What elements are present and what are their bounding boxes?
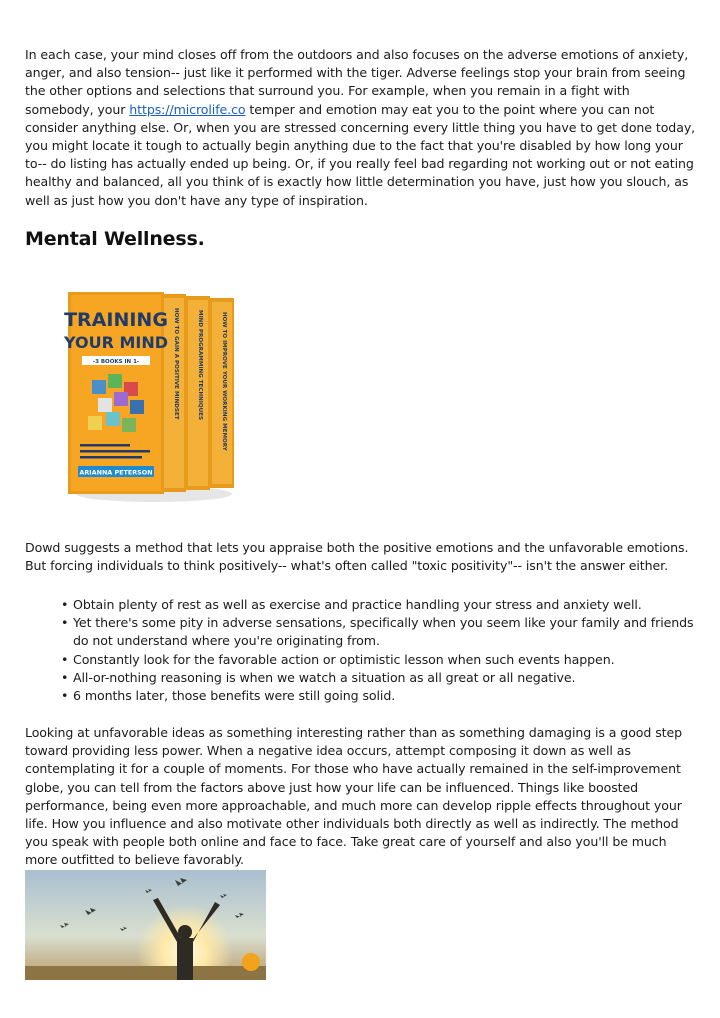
list-item	[25, 614, 697, 650]
list-item-text: Yet there's some pity in adverse sensations, specifically when you seem like your family and friends do not understand where you're originating from.	[73, 615, 694, 649]
intro-paragraph	[25, 46, 697, 210]
bullet-marker: •	[61, 615, 69, 631]
bullet-marker: •	[61, 688, 69, 704]
microlife-link[interactable]: https://microlife.co	[129, 101, 246, 117]
cover-title-line-1: TRAINING	[64, 309, 168, 331]
bullet-marker: •	[61, 651, 69, 667]
intro-text-after-link: temper and emotion may eat you to the point where you can not consider anything else. Or, when you are stressed concerning every little thing you have to get done today, you might locate it tough to actually begin anything due to the fact that you're disabled by how long your to-- do listing has actually ended up being. Or, if you really feel bad regarding not working out or not eating healthy and balanced, all you think of is exactly how little determination you have, just how you slouch, as well as just how you don't have any type of inspiration.	[25, 101, 696, 208]
spine-2-text: MIND PROGRAMMING TECHNIQUES	[197, 310, 203, 421]
person-arms-raised-photo	[25, 870, 266, 980]
list-item	[25, 596, 697, 614]
book-box-set-illustration	[62, 288, 242, 510]
list-item	[25, 669, 697, 687]
list-item	[25, 651, 697, 669]
sunset-birds-illustration	[25, 870, 266, 980]
cover-title-line-2: YOUR MIND	[63, 333, 169, 352]
badge-logo	[242, 953, 260, 971]
bullet-marker: •	[61, 597, 69, 612]
cover-subtitle: -3 BOOKS IN 1-	[92, 359, 140, 365]
paragraph-2: Dowd suggests a method that lets you appraise both the positive emotions and the unfavorable emotions. But forcing individuals to think positively-- what's often called "toxic positivity"-- isn't the answer either.	[25, 540, 689, 574]
spine-3-text: HOW TO IMPROVE YOUR WORKING MEMORY	[221, 312, 227, 451]
list-item-text: All-or-nothing reasoning is when we watch a situation as all great or all negative.	[73, 669, 576, 685]
paragraph-3: Looking at unfavorable ideas as something interesting rather than as something damaging is a good step toward providing less power. When a negative idea occurs, attempt composing it down as well as contemplating it for a couple of moments. For those who have actually remained in the self-improvement globe, you can tell from the factors above just how your life can be influenced. Things like boosted performance, being even more approachable, and much more can develop ripple effects throughout your life. How you influence and also motivate other individuals both directly as well as indirectly. The method you speak with people both online and face to face. Take great care of yourself and also you'll be much more outfitted to believe favorably.	[25, 725, 683, 868]
bullet-marker: •	[61, 669, 69, 685]
book-box-set-image	[62, 288, 242, 510]
list-item-text: 6 months later, those benefits were still going solid.	[73, 688, 396, 704]
section-heading: Mental Wellness.	[25, 228, 205, 250]
tips-list	[25, 596, 697, 705]
list-item-text: Constantly look for the favorable action or optimistic lesson when such events happen.	[73, 651, 615, 667]
list-item-text: Obtain plenty of rest as well as exercise and practice handling your stress and anxiety well.	[73, 597, 642, 612]
intro-text-before-link: In each case, your mind closes off from the outdoors and also focuses on the adverse emotions of anxiety, anger, and also tension-- just like it performed with the tiger. Adverse feelings stop your brain from seeing the other options and selections that surround you. For example, when you remain in a fight with somebody, your	[25, 47, 689, 117]
spine-1-text: HOW TO GAIN A POSITIVE MINDSET	[173, 308, 179, 420]
cover-author: ARIANNA PETERSON	[79, 468, 153, 477]
list-item	[25, 687, 697, 705]
